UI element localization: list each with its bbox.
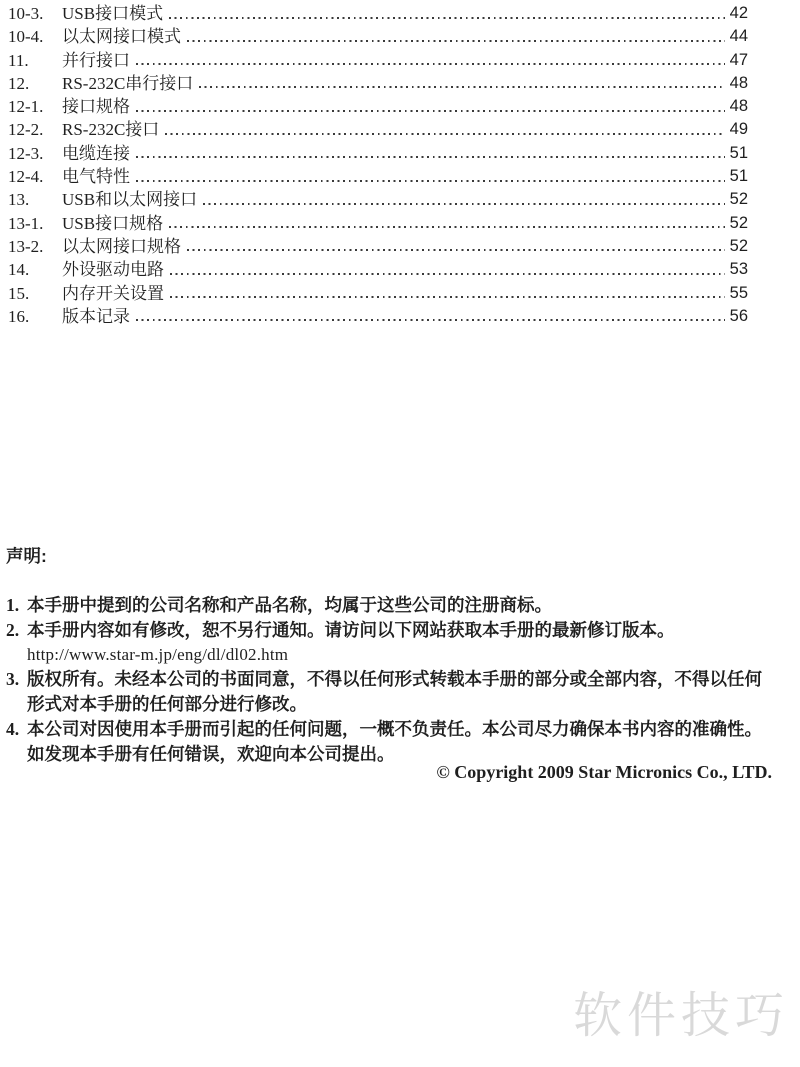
toc-dot-leader: [169, 212, 725, 235]
toc-entry: [8, 282, 748, 305]
toc-dot-leader: [203, 188, 725, 211]
toc-entry: [8, 235, 748, 258]
toc-dot-leader: [170, 258, 725, 281]
toc-dot-leader: [136, 49, 725, 72]
toc-entry-number: 13.: [8, 190, 30, 210]
toc-entry-number: 12-4.: [8, 167, 44, 187]
toc-entry-page: 52: [729, 236, 748, 255]
toc-entry: [8, 25, 748, 48]
declaration-section: [6, 546, 772, 784]
toc-entry: [8, 165, 748, 188]
declaration-item-text: 本手册内容如有修改，恕不另行通知。请访问以下网站获取本手册的最新修订版本。: [27, 619, 675, 640]
toc-dot-leader: [136, 305, 725, 328]
toc-entry-title: 以太网接口规格: [62, 236, 181, 256]
toc-entry-title: 并行接口: [62, 50, 130, 70]
toc-entry-page: 47: [729, 50, 748, 69]
toc-entry-page: 51: [729, 143, 748, 162]
toc-entry-number: 13-2.: [8, 236, 44, 256]
declaration-items: [6, 593, 772, 767]
toc-entry-title: 以太网接口模式: [62, 27, 181, 47]
toc-dot-leader: [136, 95, 725, 118]
toc-entry-number: 14.: [8, 260, 30, 280]
toc-dot-leader: [169, 2, 725, 25]
toc-dot-leader: [136, 165, 725, 188]
toc-entry: [8, 212, 748, 235]
toc-entry-title: RS-232C接口: [62, 120, 160, 140]
toc-entry-title: 电缆连接: [62, 143, 130, 163]
toc-entry-title: 电气特性: [62, 167, 130, 187]
toc-entry-number: 10-3.: [8, 4, 44, 23]
toc-entry: [8, 49, 748, 72]
toc-entry-page: 52: [729, 213, 748, 232]
toc-entry: [8, 72, 748, 95]
declaration-item-text: 本公司对因使用本手册而引起的任何问题，一概不负责任。本公司尽力确保本书内容的准确性。: [27, 718, 762, 739]
toc-entry-page: 42: [729, 4, 748, 22]
toc-entry-page: 48: [729, 73, 748, 92]
toc-entry: [8, 188, 748, 211]
toc-dot-leader: [170, 282, 725, 305]
toc-entry-number: 12.: [8, 73, 30, 93]
toc-entry: [8, 258, 748, 281]
toc-entry-title: 版本记录: [62, 306, 130, 326]
declaration-item: [6, 667, 772, 717]
declaration-item-text: 形式对本手册的任何部分进行修改。: [27, 694, 307, 715]
declaration-item-text: 版权所有。未经本公司的书面同意，不得以任何形式转载本手册的部分或全部内容，不得以任何: [27, 669, 762, 690]
toc-dot-leader: [136, 142, 725, 165]
toc-entry-page: 53: [729, 260, 748, 279]
toc-entry-page: 55: [729, 283, 748, 302]
toc-entry-number: 12-2.: [8, 120, 44, 140]
toc-entry-number: 13-1.: [8, 213, 44, 233]
toc-entry: [8, 95, 748, 118]
toc-entry-number: 15.: [8, 283, 30, 303]
toc-entry-number: 10-4.: [8, 27, 44, 47]
toc-dot-leader: [165, 118, 724, 141]
declaration-item-number: 3.: [6, 669, 20, 690]
toc-entry-title: USB和以太网接口: [62, 190, 198, 210]
declaration-heading: 声明:: [6, 546, 47, 566]
manual-url: http://www.star-m.jp/eng/dl/dl02.htm: [27, 644, 289, 664]
toc-entry-page: 56: [729, 306, 748, 325]
toc-entry-number: 12-1.: [8, 97, 44, 117]
toc-entry-title: 内存开关设置: [62, 283, 164, 303]
table-of-contents: [8, 2, 748, 328]
watermark-text: 软件技巧: [572, 987, 789, 1044]
declaration-item: [6, 717, 772, 767]
toc-entry-page: 52: [729, 190, 748, 209]
declaration-item-number: 1.: [6, 595, 20, 615]
toc-entry-page: 48: [729, 97, 748, 116]
declaration-item-number: 2.: [6, 619, 20, 640]
toc-dot-leader: [199, 72, 724, 95]
toc-entry-title: 接口规格: [62, 97, 130, 117]
toc-dot-leader: [187, 25, 725, 48]
toc-entry-page: 44: [729, 27, 748, 46]
toc-dot-leader: [187, 235, 725, 258]
declaration-item: [6, 618, 772, 668]
toc-entry-title: 外设驱动电路: [62, 260, 164, 280]
copyright-line: © Copyright 2009 Star Micronics Co., LTD.: [436, 761, 772, 782]
toc-entry: [8, 118, 748, 141]
toc-entry-number: 12-3.: [8, 143, 44, 163]
toc-entry-page: 51: [729, 167, 748, 186]
toc-entry: [8, 305, 748, 328]
declaration-item: [6, 593, 772, 618]
toc-entry-title: USB接口模式: [62, 4, 164, 23]
toc-entry-title: USB接口规格: [62, 213, 164, 233]
declaration-item-text: 本手册中提到的公司名称和产品名称，均属于这些公司的注册商标。: [27, 595, 552, 615]
toc-entry: [8, 2, 748, 25]
toc-entry-page: 49: [729, 120, 748, 139]
declaration-item-text: 如发现本手册有任何错误，欢迎向本公司提出。: [27, 743, 395, 764]
toc-entry-number: 16.: [8, 306, 30, 326]
toc-entry: [8, 142, 748, 165]
toc-entry-title: RS-232C串行接口: [62, 73, 194, 93]
toc-entry-number: 11.: [8, 50, 29, 70]
declaration-item-number: 4.: [6, 718, 20, 739]
